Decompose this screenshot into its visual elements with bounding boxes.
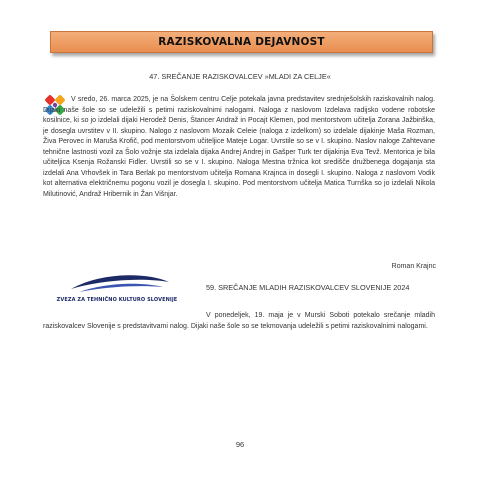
author-signature: Roman Krajnc (391, 263, 436, 270)
zveza-za-tehnicno-kulturo-logo (49, 270, 185, 312)
section1-heading: 47. SREČANJE RAZISKOVALCEV »MLADI ZA CELJE« (149, 72, 331, 81)
ztks-swoosh-icon (49, 270, 185, 298)
section2-body: V ponedeljek, 19. maja je v Murski Soboti potekalo srečanje mladih raziskovalcev Slovenije s predstavitvami nalog. Dijaki naše šole so se tekmovanja udeležili s petimi raziskovalnimi nalogami. (43, 312, 435, 330)
section2-heading: 59. SREČANJE MLADIH RAZISKOVALCEV SLOVENIJE 2024 (206, 283, 410, 292)
logo-caption: ZVEZA ZA TEHNIČNO KULTURO SLOVENIJE (56, 297, 178, 303)
section-banner (50, 31, 433, 53)
banner-title: RAZISKOVALNA DEJAVNOST (158, 36, 325, 48)
page-number: 96 (235, 440, 245, 449)
section1-body: V sredo, 26. marca 2025, je na Šolskem centru Celje potekala javna predstavitev srednješolskih raziskovalnih nalog. Dijaki naše šole so se udeležili s petimi raziskovalnimi nalogami. Naloga z naslovom Izdelava radijsko vodene robotske kosilnice, ki so jo izdelali dijaki Herodež Denis, Štancer Andraž in Pocajt Klemen, pod mentorstvom učitelja Zorana Jažbinška, je dosegla uvrstitev v II. skupino. Nalogo z naslovom Mozaik Celeie (naloga z izdelkom) so izdelale dijakinje Maša Rozman, Živa Perovec in Maruša Krofič, pod mentorstvom učiteljice Mateje Logar. Uvrstile so se v I. skupino. Naslov naloge Zahtevane tehnične lastnosti vozil za Šolo vožnje sta izdelala dijaka Andrej Andrej in Gašper Turk ter dijakinja Eva Tevž. Mentorica je bila učiteljica Ksenja Rožanski Fidler. Uvrstili so se v I. skupino. Naloga Mestna tržnica kot središče družbenega dogajanja sta izdelali Ana Vrhovšek in Tara Berlak po mentorstvom učitelja Romana Krajnca in dosegli I. skupino. Naloga z naslovom Vodik kot alternativa električnemu pogonu vozil je dosegla I. skupino. Pod mentorstvom učitelja Matica Turnška so jo izdelali Nikola Milutinović, Andraž Hribernik in Žan Višnjar. (43, 96, 435, 198)
